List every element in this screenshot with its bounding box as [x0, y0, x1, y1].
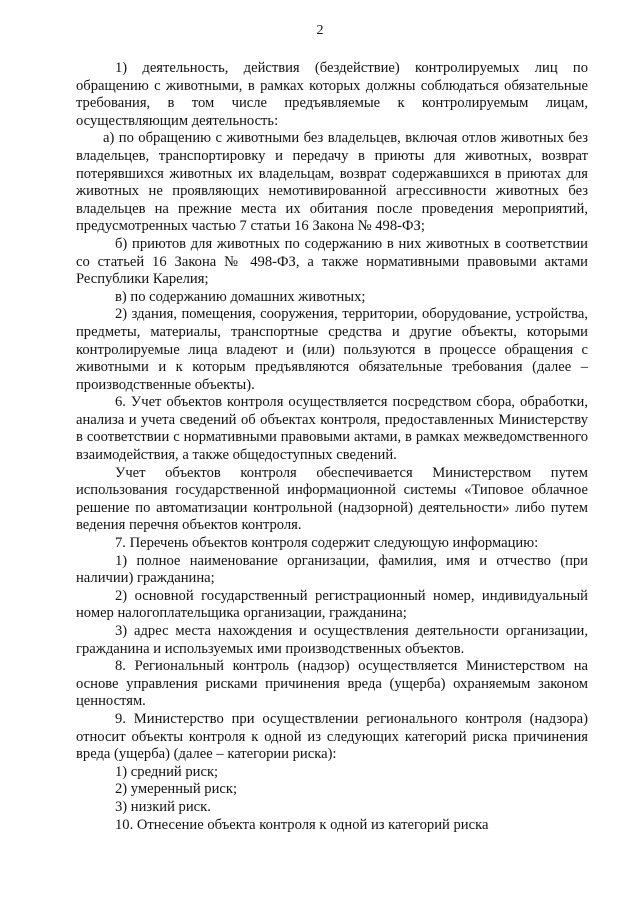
paragraph-7-item-1: 1) полное наименование организации, фамилия, имя и отчество (при наличии) гражданина; [76, 552, 588, 587]
paragraph-10: 10. Отнесение объекта контроля к одной из категорий риска [115, 816, 489, 833]
document-body [76, 60, 588, 834]
paragraph-7: 7. Перечень объектов контроля содержит следующую информацию: [115, 535, 539, 552]
page-number: 2 [316, 23, 324, 38]
paragraph-7-item-3: 3) адрес места нахождения и осуществления деятельности организации, гражданина и используемых ими производственных объектов. [76, 623, 588, 657]
paragraph-item-b: б) приютов для животных по содержанию в них животных в соответствии со статьей 16 Закона № 498-ФЗ, а также нормативными правовыми актами Республики Карелия; [76, 235, 588, 288]
paragraph-9-item-3: 3) низкий риск. [115, 798, 211, 815]
paragraph-item-v: в) по содержанию домашних животных; [115, 288, 366, 305]
paragraph-activity: 1) деятельность, действия (бездействие) контролируемых лиц по обращению с животными, в рамках которых должны соблюдаться обязательные требования, в том числе предъявляемые к контролируемым лицам, осуществляющим деятельность: [76, 60, 588, 129]
paragraph-accounting: Учет объектов контроля обеспечивается Министерством путем использования государственной информационной системы «Типовое облачное решение по автоматизации контрольной (надзорной) деятельности» либо путем ведения перечня объектов контроля. [76, 464, 588, 534]
paragraph-9-item-1: 1) средний риск; [115, 763, 219, 780]
paragraph-production-objects: 2) здания, помещения, сооружения, территории, оборудование, устройства, предметы, материалы, транспортные средства и другие объекты, которыми контролируемые лица владеют и (или) пользуются в процессе обращения с животными и к которым предъявляются обязательные требования (далее – производственные объекты). [76, 306, 588, 393]
paragraph-6: 6. Учет объектов контроля осуществляется посредством сбора, обработки, анализа и учета сведений об объектах контроля, предоставленных Министерству в соответствии с нормативными правовыми актами, в рамках межведомственного взаимодействия, а также общедоступных сведений. [76, 394, 588, 464]
paragraph-item-a: а) по обращению с животными без владельцев, включая отлов животных без владельцев, транспортировку и передачу в приюты для животных, возврат потерявшихся животных их владельцам, возврат содержавшихся в приютах для животных не проявляющих немотивированной агрессивности животных без владельцев на прежние места их обитания после проведения мероприятий, предусмотренных частью 7 статьи 16 Закона № 498-ФЗ; [76, 130, 588, 235]
paragraph-9-item-2: 2) умеренный риск; [115, 781, 238, 798]
paragraph-7-item-2: 2) основной государственный регистрационный номер, индивидуальный номер налогоплательщика организации, гражданина; [76, 587, 588, 622]
paragraph-9: 9. Министерство при осуществлении регионального контроля (надзора) относит объекты контроля к одной из следующих категорий риска причинения вреда (ущерба) (далее – категории риска): [76, 710, 588, 763]
paragraph-8: 8. Региональный контроль (надзор) осуществляется Министерством на основе управления рисками причинения вреда (ущерба) охраняемым законом ценностям. [76, 658, 588, 710]
